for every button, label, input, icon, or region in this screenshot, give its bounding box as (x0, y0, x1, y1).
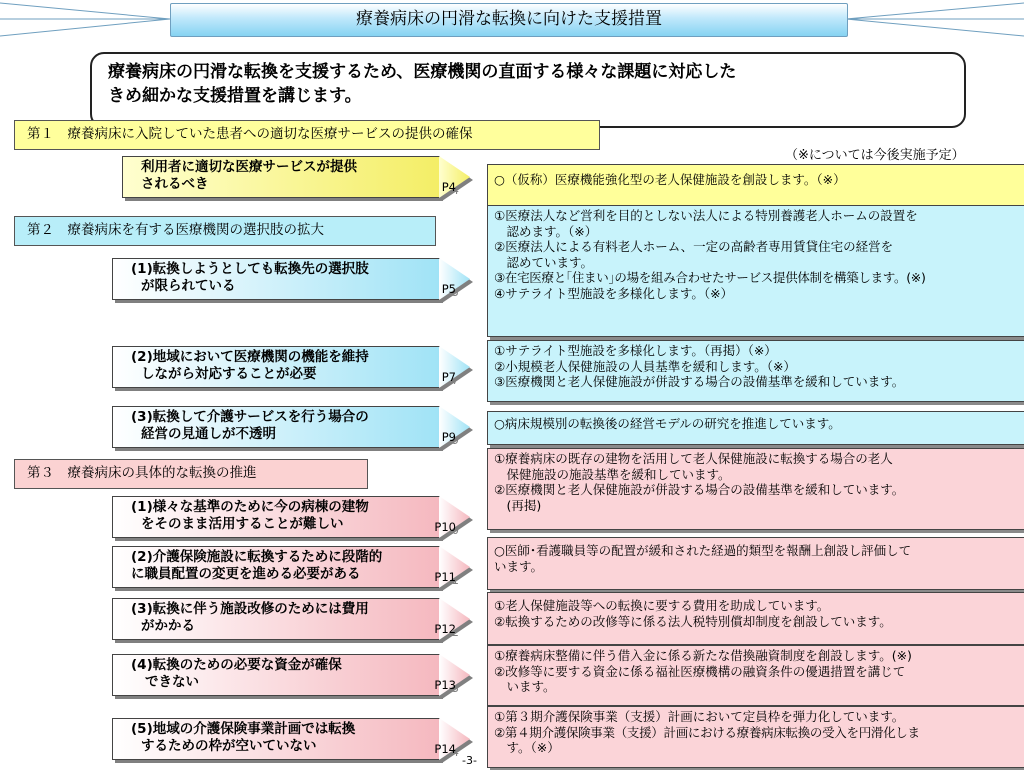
issue-text: (1)転換しようとしても転換先の選択肢 (131, 261, 369, 277)
intro-line: きめ細かな支援措置を講じます。 (108, 86, 362, 106)
measure-line: (再掲) (494, 497, 542, 513)
measure-box (487, 340, 1024, 402)
measure-line: ①医療法人など営利を目的としない法人による特別養護老人ホームの設置を (494, 208, 918, 223)
issue-text: 利用者に適切な医療サービスが提供 (141, 159, 357, 175)
measure-line: 認めています。 (494, 254, 594, 270)
issue-text: 経営の見通しが不透明 (141, 426, 276, 442)
issue-text: (1)様々な基準のために今の病棟の建物 (131, 499, 369, 515)
section-header-2: 第２ 療養病床を有する医療機関の選択肢の拡大 (14, 216, 436, 246)
measure-line: ①老人保健施設等への転換に要する費用を助成しています。 (494, 598, 830, 613)
measure-line: ②転換するための改修等に係る法人税特別償却制度を創設しています。 (494, 613, 892, 629)
measure-line: 保健施設の施設基準を緩和しています。 (494, 466, 731, 482)
issue-text: されるべき (141, 176, 209, 192)
measure-line: ○病床規模別の転換後の経営モデルの研究を推進しています。 (494, 416, 841, 431)
intro-box (90, 52, 966, 128)
issue-arrow (112, 258, 470, 300)
page-ref: P10 (434, 520, 456, 534)
issue-text: (3)転換に伴う施設改修のためには費用 (131, 601, 369, 617)
measure-line: ○（仮称）医療機能強化型の老人保健施設を創設します。（※） (494, 172, 846, 187)
measure-box (487, 537, 1024, 590)
measure-line: ②医療機関と老人保健施設が併設する場合の設備基準を緩和しています。 (494, 482, 905, 497)
measure-box (487, 448, 1024, 530)
measure-box (487, 164, 1024, 207)
issue-text: (2)地域において医療機関の機能を維持 (131, 349, 369, 365)
page-number: -3- (462, 754, 477, 767)
issue-text: がかかる (141, 618, 195, 634)
issue-arrow (112, 346, 470, 388)
issue-arrow (112, 598, 470, 640)
measure-line: ①療養病床整備に伴う借入金に係る新たな借換融資制度を創設します。(※) (494, 648, 912, 663)
issue-text: できない (145, 674, 199, 690)
issue-arrow (112, 546, 470, 588)
measure-line: います。 (494, 679, 556, 694)
measure-box (487, 592, 1024, 645)
page-ref: P12 (434, 622, 456, 636)
page-ref: P5 (441, 282, 456, 296)
footnote: （※については今後実施予定） (785, 148, 965, 163)
measure-line: ①第３期介護保険事業（支援）計画において定員枠を弾力化しています。 (494, 709, 905, 724)
measure-line: ②改修等に要する資金に係る福祉医療機構の融資条件の優遇措置を講じて (494, 663, 906, 679)
page-title: 療養病床の円滑な転換に向けた支援措置 (170, 3, 848, 37)
measure-line: ③在宅医療と｢住まい｣の場を組み合わせたサービス提供体制を構築します。(※) (494, 270, 926, 285)
measure-line: ○医師･看護職員等の配置が緩和された経過的類型を報酬上創設し評価して (494, 543, 912, 558)
issue-text: するための枠が空いていない (141, 738, 317, 754)
issue-arrow (112, 718, 470, 760)
page-ref: P11 (434, 570, 456, 584)
page-ref: P7 (441, 370, 456, 384)
page-ref: P13 (434, 678, 456, 692)
issue-arrow (112, 654, 470, 696)
issue-text: しながら対応することが必要 (141, 366, 317, 382)
issue-text: (3)転換して介護サービスを行う場合の (131, 409, 369, 425)
measure-box (487, 411, 1024, 445)
issue-text: をそのまま活用することが難しい (141, 516, 344, 532)
issue-text: (4)転換のための必要な資金が確保 (131, 657, 342, 673)
issue-arrow (112, 406, 470, 448)
measure-line: ①サテライト型施設を多様化します。（再掲）（※） (494, 343, 777, 358)
measure-line: す。（※） (494, 740, 560, 755)
section-header-3: 第３ 療養病床の具体的な転換の推進 (14, 459, 368, 489)
issue-text: が限られている (141, 278, 236, 294)
measure-line: います。 (494, 558, 544, 574)
issue-text: (2)介護保険施設に転換するために段階的 (131, 549, 383, 565)
measure-box (487, 205, 1024, 337)
issue-text: に職員配置の変更を進める必要がある (131, 566, 361, 582)
measure-line: ②第４期介護保険事業（支援）計画における療養病床転換の受入を円滑化しま (494, 724, 920, 740)
measure-box (487, 645, 1024, 706)
page-ref: P14 (434, 742, 456, 756)
intro-line: 療養病床の円滑な転換を支援するため、医療機関の直面する様々な課題に対応した (108, 62, 737, 82)
page-ref: P4 (441, 180, 456, 194)
measure-box (487, 706, 1024, 768)
section-header-1: 第１ 療養病床に入院していた患者への適切な医療サービスの提供の確保 (14, 120, 600, 150)
page-ref: P9 (441, 430, 456, 444)
issue-arrow (122, 156, 470, 198)
measure-line: 認めます。（※） (494, 223, 598, 239)
issue-text: (5)地域の介護保険事業計画では転換 (131, 721, 356, 737)
measure-line: ④サテライト型施設を多様化します。（※） (494, 285, 734, 301)
issue-arrow (112, 496, 470, 538)
measure-line: ③医療機関と老人保健施設が併設する場合の設備基準を緩和しています。 (494, 374, 905, 389)
measure-line: ②小規模老人保健施設の人員基準を緩和します。（※） (494, 358, 796, 374)
measure-line: ①療養病床の既存の建物を活用して老人保健施設に転換する場合の老人 (494, 451, 893, 466)
measure-line: ②医療法人による有料老人ホーム、一定の高齢者専用賃貸住宅の経営を (494, 239, 894, 254)
